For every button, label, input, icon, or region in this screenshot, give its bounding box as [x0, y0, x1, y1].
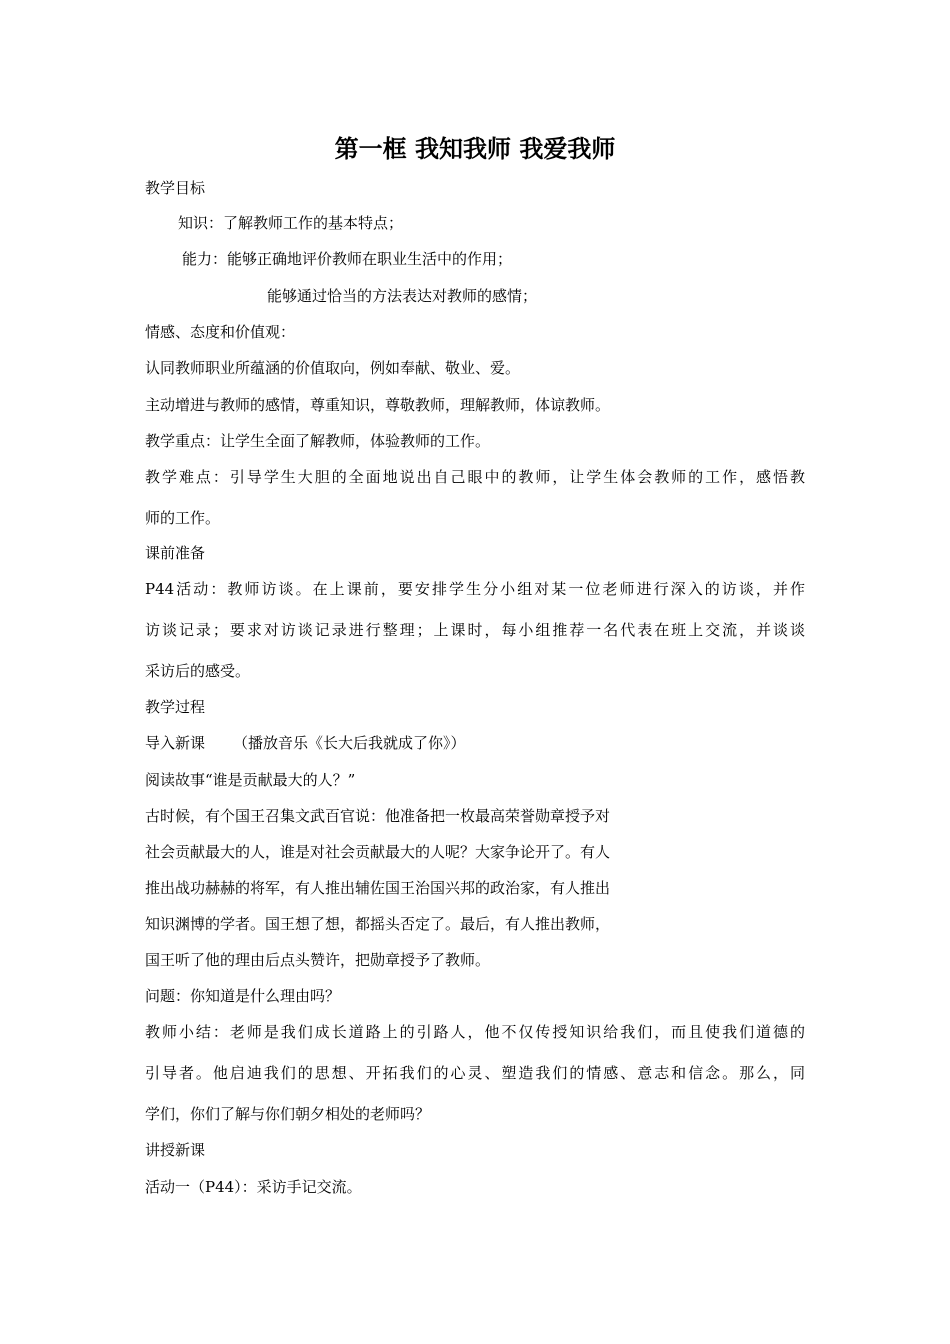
- key-point: 教学重点：让学生全面了解教师，体验教师的工作。: [145, 432, 491, 450]
- story-line: 社会贡献最大的人，谁是对社会贡献最大的人呢？大家争论开了。有人: [145, 843, 611, 861]
- difficulty-line-2: 师的工作。: [145, 509, 221, 527]
- story-line: 国王听了他的理由后点头赞许，把勋章授予了教师。: [145, 951, 491, 969]
- story-line: 古时候，有个国王召集文武百官说：他准备把一枚最高荣誉勋章授予对: [145, 807, 611, 825]
- objective-ability-2: 能够通过恰当的方法表达对教师的感情；: [267, 287, 538, 305]
- new-lesson-heading: 讲授新课: [145, 1141, 206, 1159]
- preparation-heading: 课前准备: [145, 544, 206, 562]
- preparation-line-2: 访谈记录；要求对访谈记录进行整理；上课时，每小组推荐一名代表在班上交流，并谈谈: [145, 621, 805, 639]
- summary-line: 引导者。他启迪我们的思想、开拓我们的心灵、塑造我们的情感、意志和信念。那么，同: [145, 1064, 805, 1082]
- emotion-heading: 情感、态度和价值观：: [145, 323, 296, 341]
- summary-line: 教师小结：老师是我们成长道路上的引路人，他不仅传授知识给我们，而且使我们道德的: [145, 1023, 805, 1041]
- preparation-line-1: P44活动：教师访谈。在上课前，要安排学生分小组对某一位老师进行深入的访谈，并作: [145, 580, 805, 598]
- preparation-line-3: 采访后的感受。: [145, 662, 251, 680]
- objective-ability-1: 能力：能够正确地评价教师在职业生活中的作用；: [182, 250, 513, 268]
- emotion-line-1: 认同教师职业所蕴涵的价值取向，例如奉献、敬业、爱。: [145, 359, 521, 377]
- summary-line: 学们，你们了解与你们朝夕相处的老师吗？: [145, 1105, 431, 1123]
- story-line: 知识渊博的学者。国王想了想，都摇头否定了。最后，有人推出教师，: [145, 915, 611, 933]
- intro-music: （播放音乐《长大后我就成了你》）: [233, 734, 466, 752]
- process-heading: 教学过程: [145, 698, 206, 716]
- question: 问题：你知道是什么理由吗？: [145, 987, 341, 1005]
- objectives-heading: 教学目标: [145, 179, 206, 197]
- intro-label: 导入新课: [145, 734, 206, 752]
- intro-line: [145, 733, 466, 753]
- objective-knowledge: 知识：了解教师工作的基本特点；: [178, 214, 404, 232]
- story-title: 阅读故事“谁是贡献最大的人？”: [145, 771, 356, 789]
- emotion-line-2: 主动增进与教师的感情，尊重知识，尊敬教师，理解教师，体谅教师。: [145, 396, 611, 414]
- story-line: 推出战功赫赫的将军，有人推出辅佐国王治国兴邦的政治家，有人推出: [145, 879, 611, 897]
- activity-1: 活动一（P44）：采访手记交流。: [145, 1178, 362, 1196]
- page-title: 第一框 我知我师 我爱我师: [334, 134, 616, 163]
- difficulty-line-1: 教学难点：引导学生大胆的全面地说出自己眼中的教师，让学生体会教师的工作，感悟教: [145, 468, 805, 486]
